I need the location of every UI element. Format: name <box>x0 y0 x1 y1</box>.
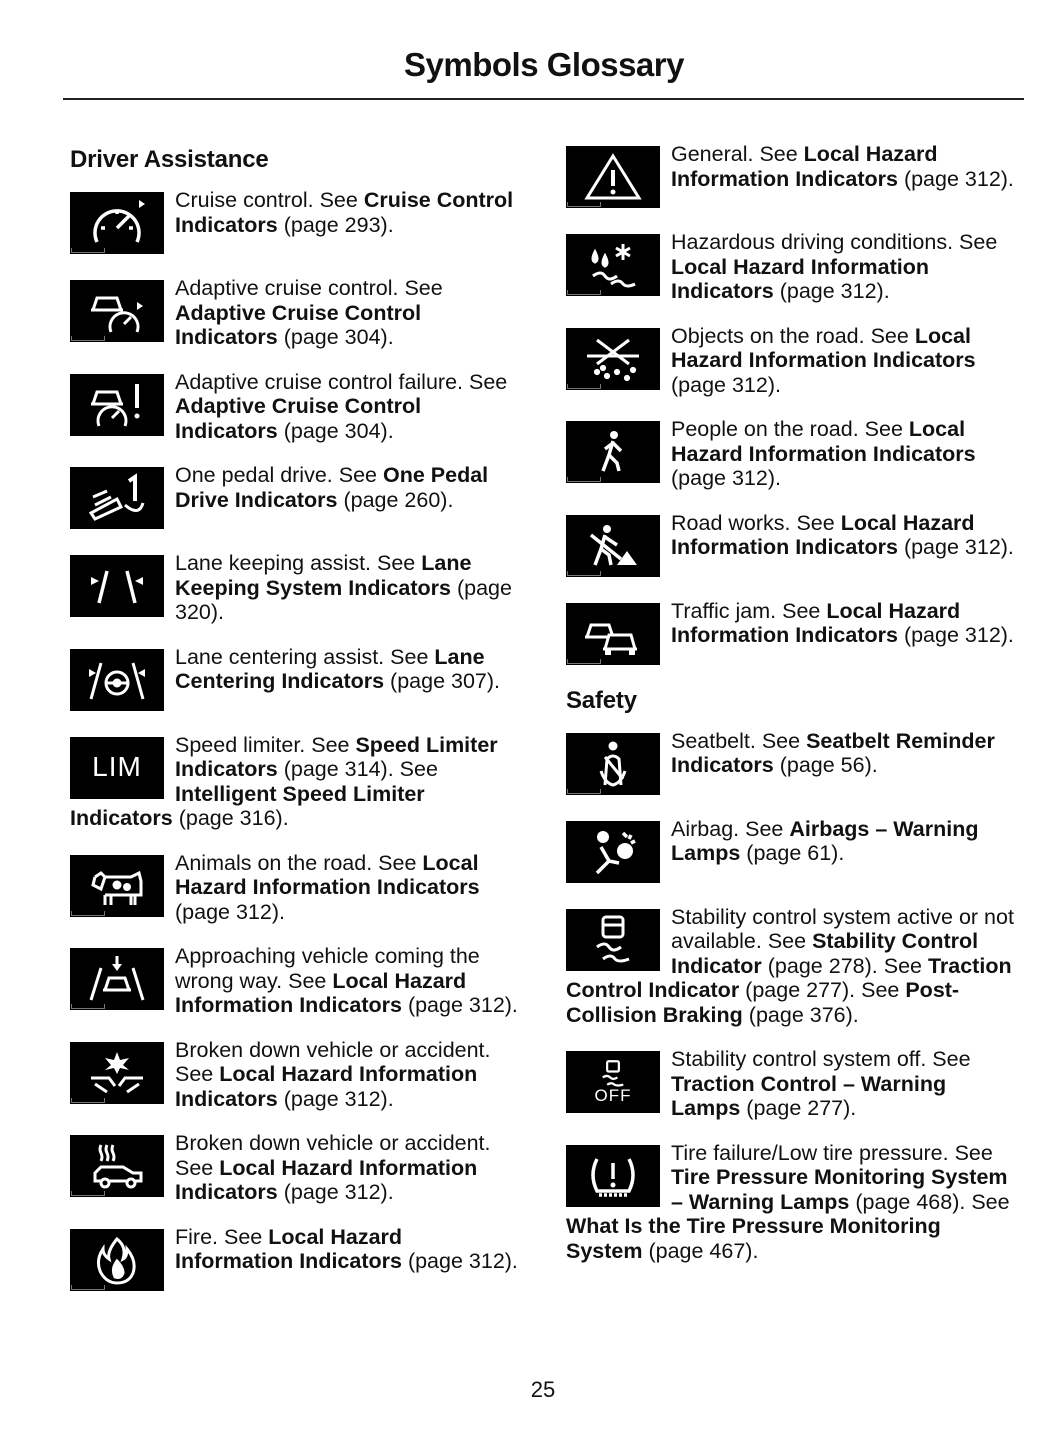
cross-reference[interactable]: Seatbelt Reminder Indicators <box>671 728 995 777</box>
one-pedal-drive-icon <box>70 467 164 529</box>
page-reference: (page 316). <box>172 806 289 830</box>
glossary-entry <box>70 1131 522 1205</box>
broken-down-vehicle-icon <box>70 1042 164 1104</box>
see-text: See <box>390 644 435 669</box>
icon-frame-mark <box>567 384 601 389</box>
glossary-entry <box>566 142 1021 210</box>
glossary-entry <box>70 733 522 831</box>
adaptive-cruise-failure-icon <box>70 374 164 436</box>
see-text: See <box>223 1224 269 1249</box>
see-text: See <box>378 850 423 875</box>
icon-frame-mark <box>71 1191 105 1196</box>
cross-reference[interactable]: Stability Control Indicator <box>671 929 979 978</box>
cross-reference[interactable]: Intelligent Speed Limiter Indicators <box>70 781 425 830</box>
entry-description: Speed limiter. <box>175 732 312 757</box>
entry-description: Fire. <box>175 1224 224 1249</box>
entry-description: Lane centering assist. <box>175 644 391 669</box>
glossary-entry <box>566 324 1021 398</box>
page-reference: (page 278). <box>761 953 878 978</box>
objects-on-road-icon <box>566 328 660 390</box>
page-reference: (page 277). <box>740 1096 857 1120</box>
page-reference: (page 312). <box>671 372 781 397</box>
cross-reference[interactable]: Adaptive Cruise Control Indicators <box>175 394 422 443</box>
cross-reference[interactable]: Traction Control Indicator <box>566 953 1012 1002</box>
see-text: See <box>745 816 790 841</box>
see-text: See <box>965 1189 1010 1214</box>
glossary-entry <box>70 370 522 444</box>
icon-frame-mark <box>71 911 105 916</box>
cross-reference[interactable]: Local Hazard Information Indicators <box>671 254 930 303</box>
seatbelt-icon <box>566 733 660 795</box>
people-on-road-icon <box>566 421 660 483</box>
entry-description: Traffic jam. <box>671 598 783 623</box>
entry-description: People on the road. <box>671 417 865 441</box>
entry-description: Seatbelt. <box>671 728 762 753</box>
icon-frame-mark <box>567 477 601 482</box>
page-reference: (page 277). <box>739 978 856 1002</box>
see-text: See <box>288 968 333 993</box>
page-reference: (page 307). <box>384 669 501 693</box>
icon-frame-mark <box>567 202 601 207</box>
airbag-icon <box>566 821 660 883</box>
glossary-entry <box>566 230 1021 304</box>
see-text: See <box>468 369 508 394</box>
see-text: See <box>175 1062 220 1086</box>
entry-description: Approaching vehicle coming the wrong way. <box>175 944 480 993</box>
cross-reference[interactable]: Traction Control – Warning Lamps <box>671 1071 947 1120</box>
page-reference: (page 312). <box>401 1249 518 1273</box>
glossary-entry <box>70 463 522 531</box>
road-works-icon <box>566 515 660 577</box>
cross-reference[interactable]: Local Hazard Information Indicators <box>671 598 961 647</box>
page-reference: (page 312). <box>277 1180 394 1204</box>
cross-reference[interactable]: Local Hazard Information Indicators <box>175 968 467 1017</box>
icon-frame-mark <box>567 659 601 664</box>
see-text: See <box>782 598 827 623</box>
right-column <box>566 142 1021 1283</box>
adaptive-cruise-control-icon <box>70 280 164 342</box>
see-text: See <box>377 551 422 575</box>
entry-description: Hazardous driving conditions. <box>671 230 960 254</box>
section-heading-driver-assistance: Driver Assistance <box>70 146 269 173</box>
fire-icon <box>70 1229 164 1291</box>
icon-frame-mark <box>71 1004 105 1009</box>
see-text: See <box>954 1140 993 1165</box>
cross-reference[interactable]: Tire Pressure Monitoring System – Warning Lamps <box>671 1165 1008 1214</box>
entry-description: Broken down vehicle or accident. <box>175 1037 491 1062</box>
entry-description: Road works. <box>671 510 797 535</box>
cross-reference[interactable]: Local Hazard Information Indicators <box>175 1062 478 1111</box>
glossary-entry <box>70 851 522 925</box>
see-text: See <box>338 463 383 487</box>
icon-frame-mark <box>71 336 105 341</box>
glossary-entry <box>70 944 522 1018</box>
see-text: See <box>796 510 841 535</box>
cross-reference[interactable]: Local Hazard Information Indicators <box>671 417 976 466</box>
page-reference: (page 376). <box>742 1002 859 1027</box>
entry-description: Tire failure/Low tire pressure. <box>671 1140 955 1165</box>
wrong-way-vehicle-icon <box>70 948 164 1010</box>
section-heading-safety: Safety <box>566 686 637 714</box>
animals-on-road-icon <box>70 855 164 917</box>
cross-reference[interactable]: Local Hazard Information Indicators <box>175 1224 403 1273</box>
title-divider <box>63 98 1024 100</box>
cross-reference[interactable]: Lane Keeping System Indicators <box>175 551 472 600</box>
entry-description: One pedal drive. <box>175 463 339 487</box>
icon-frame-mark <box>71 1098 105 1103</box>
glossary-entry <box>566 1047 1021 1121</box>
page-reference: (page 312). <box>175 899 285 924</box>
see-text: See <box>932 1047 971 1071</box>
glossary-entry <box>70 188 522 256</box>
cross-reference[interactable]: Speed Limiter Indicators <box>175 732 498 781</box>
see-text: See <box>319 188 364 212</box>
traffic-jam-icon <box>566 603 660 665</box>
glossary-entry <box>70 551 522 625</box>
cross-reference[interactable]: What Is the Tire Pressure Monitoring System <box>566 1214 941 1263</box>
tire-pressure-icon <box>566 1145 660 1207</box>
see-text: See <box>404 276 443 300</box>
entry-description: Stability control system active or not available. <box>671 904 1014 953</box>
page-reference: (page 312). <box>897 166 1014 191</box>
broken-down-vehicle-smoke-icon <box>70 1135 164 1197</box>
see-text: See <box>870 323 915 348</box>
glossary-entry <box>70 645 522 713</box>
entry-description: Cruise control. <box>175 188 320 212</box>
cruise-control-icon <box>70 192 164 254</box>
entry-description: Lane keeping assist. <box>175 551 377 575</box>
left-column <box>70 142 522 1313</box>
glossary-entry <box>566 511 1021 579</box>
icon-frame-mark <box>567 290 601 295</box>
page-number: 25 <box>530 1377 556 1402</box>
glossary-entry <box>566 905 1021 1028</box>
glossary-entry <box>70 1225 522 1293</box>
cross-reference[interactable]: Local Hazard Information Indicators <box>175 1155 478 1204</box>
page-reference: (page 304). <box>277 325 394 349</box>
cross-reference[interactable]: Local Hazard Information Indicators <box>671 510 975 559</box>
page-reference: (page 468). <box>849 1189 966 1214</box>
entry-description: Stability control system off. <box>671 1047 933 1071</box>
see-text: See <box>767 929 813 953</box>
speed-limiter-icon <box>70 737 164 799</box>
icon-frame-mark <box>567 789 601 794</box>
glossary-entry <box>566 1141 1021 1264</box>
page-reference: (page 312). <box>671 466 781 490</box>
see-text: See <box>877 953 928 978</box>
entry-description: Adaptive cruise control. <box>175 276 405 300</box>
page-reference: (page 56). <box>773 753 878 777</box>
glossary-entry <box>70 276 522 350</box>
see-text: See <box>311 732 356 757</box>
page-title: Symbols Glossary <box>404 46 684 83</box>
page-reference: (page 312). <box>277 1086 394 1111</box>
page-reference: (page 312). <box>401 993 518 1017</box>
stability-control-icon <box>566 909 660 971</box>
page-reference: (page 320). <box>175 575 512 624</box>
cross-reference[interactable]: Adaptive Cruise Control Indicators <box>175 300 422 349</box>
see-text: See <box>864 417 909 441</box>
glossary-entry <box>70 1038 522 1112</box>
see-text: See <box>393 757 438 781</box>
page-reference: (page 293). <box>277 212 394 237</box>
cross-reference[interactable]: Local Hazard Information Indicators <box>175 850 480 899</box>
lane-keeping-icon <box>70 555 164 617</box>
see-text: See <box>761 728 807 753</box>
page-reference: (page 260). <box>337 487 454 512</box>
entry-description: General. <box>671 142 760 166</box>
icon-frame-mark <box>71 248 105 253</box>
entry-description: Adaptive cruise control failure. <box>175 369 469 394</box>
speed-limiter-icon-label: LIM <box>92 751 142 783</box>
see-text: See <box>959 230 998 254</box>
page-reference: (page 61). <box>740 841 845 865</box>
page-reference: (page 312). <box>897 623 1014 647</box>
cross-reference[interactable]: Post-Collision Braking <box>566 978 960 1027</box>
entry-description: Objects on the road. <box>671 323 871 348</box>
cross-reference[interactable]: Local Hazard Information Indicators <box>671 323 976 372</box>
hazardous-driving-icon <box>566 234 660 296</box>
lane-centering-icon <box>70 649 164 711</box>
see-text: See <box>759 142 804 166</box>
glossary-entry <box>566 599 1021 667</box>
page-reference: (page 314). <box>277 757 394 781</box>
see-text: See <box>175 1155 220 1180</box>
glossary-entry <box>566 417 1021 491</box>
cross-reference[interactable]: One Pedal Drive Indicators <box>175 463 489 512</box>
see-text: See <box>855 978 906 1002</box>
entry-description: Broken down vehicle or accident. <box>175 1131 491 1155</box>
page-reference: (page 467). <box>642 1238 759 1263</box>
cross-reference[interactable]: Local Hazard Information Indicators <box>671 142 938 191</box>
cross-reference[interactable]: Airbags – Warning Lamps <box>671 816 979 865</box>
entry-description: Airbag. <box>671 816 746 841</box>
page-reference: (page 312). <box>773 279 890 303</box>
stability-control-off-icon <box>566 1051 660 1113</box>
icon-frame-mark <box>71 1285 105 1290</box>
general-warning-icon <box>566 146 660 208</box>
stability-control-off-icon-label: OFF <box>594 1086 632 1105</box>
cross-reference[interactable]: Cruise Control Indicators <box>175 188 514 237</box>
cross-reference[interactable]: Lane Centering Indicators <box>175 644 485 693</box>
entry-description: Animals on the road. <box>175 850 379 875</box>
icon-frame-mark <box>567 571 601 576</box>
page-reference: (page 312). <box>897 535 1014 559</box>
page-reference: (page 304). <box>277 418 394 443</box>
glossary-entry <box>566 729 1021 797</box>
glossary-entry <box>566 817 1021 885</box>
